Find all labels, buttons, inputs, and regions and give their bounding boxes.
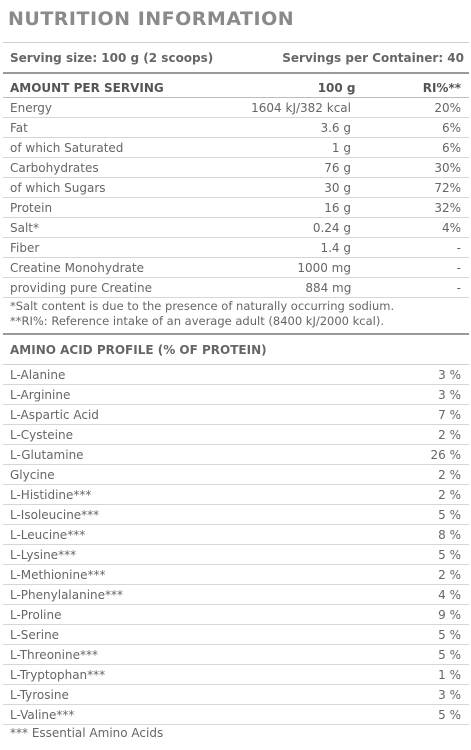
nutrition-name: Carbohydrates <box>10 160 99 175</box>
nutrition-notes <box>10 299 394 329</box>
amino-pct: 7 % <box>438 407 461 422</box>
header-name: AMOUNT PER SERVING <box>10 80 164 95</box>
amino-row <box>3 545 469 565</box>
amino-pct: 2 % <box>438 487 461 502</box>
nutrition-ri: 20% <box>434 100 461 115</box>
amino-pct: 5 % <box>438 507 461 522</box>
nutrition-name: Salt* <box>10 220 40 235</box>
servings-per-container: Servings per Container: 40 <box>282 50 464 65</box>
nutrition-name: Fat <box>10 120 28 135</box>
amino-row <box>3 505 469 525</box>
amino-name: L-Leucine*** <box>10 527 86 542</box>
nutrition-rows <box>3 98 469 298</box>
amino-pct: 8 % <box>438 527 461 542</box>
amino-row <box>3 365 469 385</box>
nutrition-row <box>3 158 469 178</box>
nutrition-row <box>3 278 469 298</box>
header-ri: RI%** <box>422 80 461 95</box>
amino-pct: 5 % <box>438 647 461 662</box>
amino-row <box>3 685 469 705</box>
amino-row <box>3 525 469 545</box>
nutrition-ri: 6% <box>441 120 461 135</box>
amino-row <box>3 485 469 505</box>
amino-pct: 5 % <box>438 627 461 642</box>
nutrition-row <box>3 198 469 218</box>
amino-row <box>3 705 469 725</box>
amino-name: L-Histidine*** <box>10 487 92 502</box>
nutrition-ri: 6% <box>441 140 461 155</box>
nutrition-name: Energy <box>10 100 53 115</box>
serving-size: Serving size: 100 g (2 scoops) <box>10 50 214 65</box>
amino-row <box>3 565 469 585</box>
amino-row <box>3 425 469 445</box>
amino-row <box>3 385 469 405</box>
amino-table <box>3 365 469 725</box>
amino-row <box>3 605 469 625</box>
amino-pct: 4 % <box>438 587 461 602</box>
nutrition-amount: 1604 kJ/382 kcal <box>251 100 351 115</box>
nutrition-ri: - <box>456 240 461 255</box>
serving-info <box>3 42 469 74</box>
nutrition-row <box>3 98 469 118</box>
amino-row <box>3 645 469 665</box>
nutrition-ri: 4% <box>441 220 461 235</box>
nutrition-ri: 72% <box>434 180 461 195</box>
amino-pct: 3 % <box>438 687 461 702</box>
nutrition-amount: 1000 mg <box>297 260 351 275</box>
amino-pct: 2 % <box>438 427 461 442</box>
amino-pct: 3 % <box>438 387 461 402</box>
nutrition-row <box>3 238 469 258</box>
amino-name: L-Serine <box>10 627 60 642</box>
nutrition-amount: 3.6 g <box>320 120 351 135</box>
amino-row <box>3 445 469 465</box>
amino-name: Glycine <box>10 467 55 482</box>
amino-pct: 5 % <box>438 547 461 562</box>
amino-row <box>3 465 469 485</box>
nutrition-ri: - <box>456 280 461 295</box>
amino-pct: 2 % <box>438 567 461 582</box>
amino-name: L-Alanine <box>10 367 66 382</box>
nutrition-ri: 30% <box>434 160 461 175</box>
amino-pct: 2 % <box>438 467 461 482</box>
amino-name: L-Tyrosine <box>10 687 69 702</box>
nutrition-name: providing pure Creatine <box>10 280 152 295</box>
nutrition-name: Fiber <box>10 240 40 255</box>
nutrition-name: of which Saturated <box>10 140 124 155</box>
amino-name: L-Proline <box>10 607 62 622</box>
amino-name: L-Tryptophan*** <box>10 667 106 682</box>
amino-title: AMINO ACID PROFILE (% OF PROTEIN) <box>3 333 469 365</box>
header-amount: 100 g <box>317 80 356 95</box>
amino-name: L-Methionine*** <box>10 567 106 582</box>
amino-row <box>3 625 469 645</box>
nutrition-table <box>3 78 469 298</box>
amino-pct: 3 % <box>438 367 461 382</box>
amino-name: L-Valine*** <box>10 707 75 722</box>
salt-note: *Salt content is due to the presence of naturally occurring sodium. <box>10 299 395 313</box>
amino-name: L-Cysteine <box>10 427 73 442</box>
nutrition-amount: 1 g <box>331 140 351 155</box>
nutrition-amount: 1.4 g <box>320 240 351 255</box>
amino-name: L-Glutamine <box>10 447 84 462</box>
nutrition-amount: 16 g <box>324 200 351 215</box>
nutrition-name: Creatine Monohydrate <box>10 260 144 275</box>
nutrition-amount: 30 g <box>324 180 351 195</box>
amino-row <box>3 405 469 425</box>
amino-pct: 5 % <box>438 707 461 722</box>
nutrition-row <box>3 258 469 278</box>
nutrition-amount: 0.24 g <box>312 220 351 235</box>
amino-row <box>3 585 469 605</box>
amino-pct: 9 % <box>438 607 461 622</box>
ri-note: **RI%: Reference intake of an average adult (8400 kJ/2000 kcal). <box>10 314 385 328</box>
nutrition-name: Protein <box>10 200 53 215</box>
amino-name: L-Arginine <box>10 387 71 402</box>
nutrition-ri: 32% <box>434 200 461 215</box>
nutrition-row <box>3 178 469 198</box>
nutrition-row <box>3 218 469 238</box>
amino-name: L-Lysine*** <box>10 547 77 562</box>
amino-name: L-Threonine*** <box>10 647 98 662</box>
nutrition-row <box>3 138 469 158</box>
amino-pct: 26 % <box>430 447 461 462</box>
nutrition-name: of which Sugars <box>10 180 106 195</box>
nutrition-row <box>3 118 469 138</box>
amino-row <box>3 665 469 685</box>
nutrition-amount: 884 mg <box>305 280 352 295</box>
amino-pct: 1 % <box>438 667 461 682</box>
amino-name: L-Isoleucine*** <box>10 507 100 522</box>
amino-footnote: *** Essential Amino Acids <box>10 726 164 740</box>
nutrition-ri: - <box>456 260 461 275</box>
nutrition-amount: 76 g <box>324 160 351 175</box>
amino-name: L-Phenylalanine*** <box>10 587 124 602</box>
page-title: NUTRITION INFORMATION <box>8 8 295 30</box>
amino-name: L-Aspartic Acid <box>10 407 99 422</box>
nutrition-header-row <box>3 78 469 98</box>
